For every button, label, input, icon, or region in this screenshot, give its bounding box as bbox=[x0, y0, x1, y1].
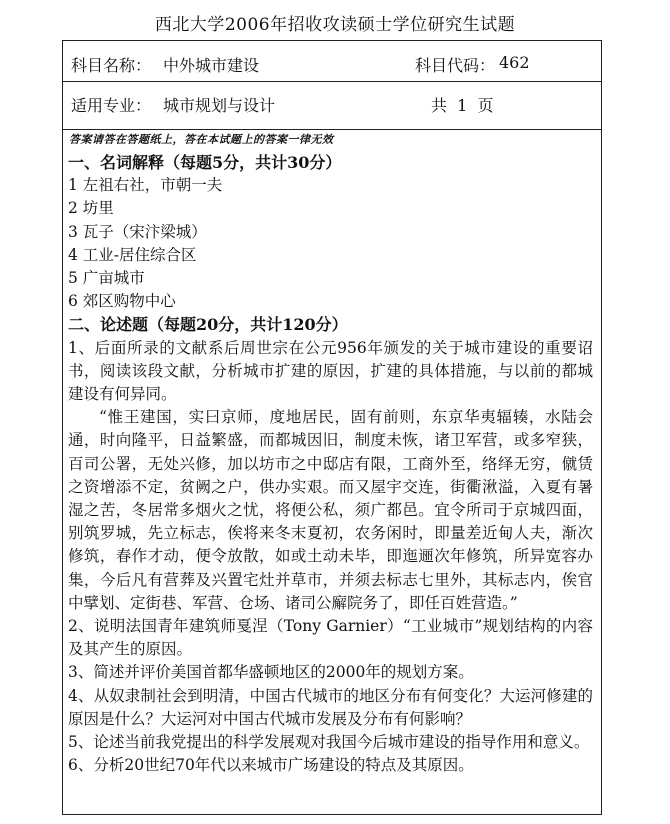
header-divider bbox=[63, 81, 601, 82]
answer-notice: 答案请答在答题纸上，答在本试题上的答案一律无效 bbox=[69, 133, 334, 146]
exam-content bbox=[68, 151, 593, 777]
question-2: 2、说明法国青年建筑师戛涅（Tony Garnier）“工业城市”规划结构的内容及其产生的原因。 bbox=[68, 617, 593, 659]
term-item: 5 广亩城市 bbox=[68, 269, 145, 288]
subject-name: 中外城市建设 bbox=[163, 56, 260, 75]
term-item: 1 左祖右社，市朝一夫 bbox=[68, 176, 223, 195]
question-1: 1、后面所录的文献系后周世宗在公元956年颁发的关于城市建设的重要诏书，阅读该段文献，分析城市扩建的原因，扩建的具体措施，与以前的都城建设有何异同。 bbox=[68, 338, 593, 404]
question-6: 6、分析20世纪70年代以来城市广场建设的特点及其原因。 bbox=[68, 756, 474, 775]
page-count: 共 1 页 bbox=[431, 96, 494, 115]
major-name: 城市规划与设计 bbox=[163, 96, 276, 115]
section2-heading: 二、论述题（每题20分，共计120分） bbox=[68, 315, 348, 335]
term-item: 2 坊里 bbox=[68, 199, 114, 218]
question-4: 4、从奴隶制社会到明清，中国古代城市的地区分布有何变化？大运河修建的原因是什么？大运河对中国古代城市发展及分布有何影响？ bbox=[68, 686, 593, 728]
exam-title: 西北大学2006年招收攻读硕士学位研究生试题 bbox=[154, 15, 516, 35]
term-item: 3 瓦子（宋汴梁城） bbox=[68, 222, 207, 241]
question-1-quote: “惟王建国，实曰京师，度地居民，固有前则，东京华夷辐辏，水陆会通，时向隆平，日益繁盛，而都城因旧，制度未恢，诸卫军营，或多窄狭，百司公署，无处兴修，加以坊市之中邸店有限，工商外至，络绎无穷，僦赁之资增添不定，贫阙之户，供办实艰。而又屋宇交连，街衢湫溢，入夏有暑湿之苦，冬居常多烟火之忧，将便公私，须广都邑。宜令所司于京城四面，别筑罗城，先立标志，俟将来冬末夏初，农务闲时，即量差近甸人夫，渐次修筑，春作才动，便令放散，如或土动未毕，即迤逦次年修筑，所异宽容办集，今后凡有营葬及兴置宅灶并草市，并须去标志七里外，其标志内，俟官中擘划、定街巷、军营、仓场、诸司公廨院务了，即任百姓营造。” bbox=[68, 408, 593, 612]
major-label: 适用专业： bbox=[71, 96, 152, 115]
code-value: 462 bbox=[499, 53, 530, 72]
section1-heading: 一、名词解释（每题5分，共计30分） bbox=[68, 153, 342, 172]
term-item: 4 工业-居住综合区 bbox=[68, 245, 197, 264]
notice-divider bbox=[63, 129, 601, 130]
term-item: 6 郊区购物中心 bbox=[68, 292, 176, 311]
exam-frame bbox=[62, 40, 602, 815]
question-5: 5、论述当前我党提出的科学发展观对我国今后城市建设的指导作用和意义。 bbox=[68, 733, 590, 752]
question-3: 3、简述并评价美国首都华盛顿地区的2000年的规划方案。 bbox=[68, 663, 474, 682]
subject-label: 科目名称： bbox=[71, 56, 152, 75]
code-label: 科目代码： bbox=[415, 56, 496, 75]
